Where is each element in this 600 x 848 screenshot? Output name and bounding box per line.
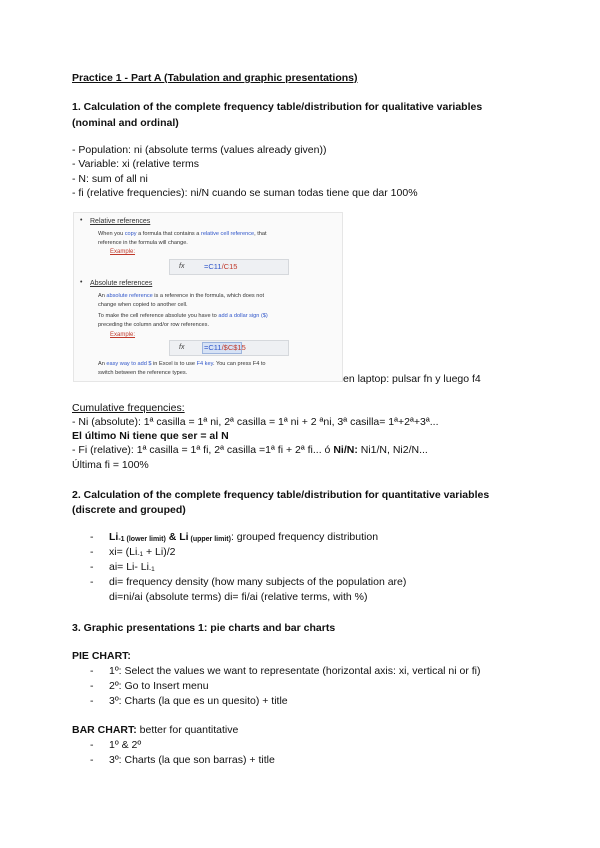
absolute-desc-line2: change when copied to another cell. [98,302,188,308]
dollar-desc-line1: To make the cell reference absolute you have to add a dollar sign ($) [98,313,268,319]
f4-tip-line2: switch between the reference types. [98,370,188,376]
absolute-references-title: Absolute references [90,280,153,287]
dollar-desc-line2: preceding the column and/or row references. [98,322,210,328]
formula-bar-absolute [169,340,289,356]
laptop-note: en laptop: pulsar fn y luego f4 [343,373,481,385]
cumulative-heading: Cumulative frequencies: [72,402,185,414]
bar-chart-line: BAR CHART: better for quantitative [72,724,239,736]
section1-line: - fi (relative frequencies): ni/N cuando se suman todas tiene que dar 100% [72,187,418,199]
cumulative-fi-line: - Fi (relative): 1ª casilla = 1ª fi, 2ª casilla =1ª fi + 2ª fi... ó Ni/N: Ni1/N, Ni2/N... [72,444,428,456]
f4-tip-line1: An easy way to add $ in Excel is to use F4 key. You can press F4 to [98,361,266,367]
relative-references-title: Relative references [90,218,151,225]
cumulative-ni-line: - Ni (absolute): 1ª casilla = 1ª ni, 2ª casilla = 1ª ni + 2 ªni, 3ª casilla= 1ª+2ª+3ª... [72,416,439,428]
page-title: Practice 1 - Part A (Tabulation and graphic presentations) [72,72,358,84]
absolute-desc-line1: An absolute reference is a reference in the formula, which does not [98,293,265,299]
fx-icon: fx [179,263,185,270]
example-label: Example: [110,249,136,255]
section1-line: - Variable: xi (relative terms [72,158,200,170]
section3-heading: 3. Graphic presentations 1: pie charts and bar charts [72,622,336,634]
section1-line: - N: sum of all ni [72,173,148,185]
bullet-dot: • [80,279,83,286]
pie-chart-label: PIE CHART: [72,650,131,662]
excel-references-image [73,212,343,382]
example-label: Example: [110,332,136,338]
formula-bar-relative [169,259,289,275]
section1-heading-line1: 1. Calculation of the complete frequency table/distribution for qualitative variables [72,101,483,113]
formula-absolute: =C11/$C$15 [204,343,246,352]
fx-icon: fx [179,344,185,351]
section2-heading-line1: 2. Calculation of the complete frequency table/distribution for quantitative variables [72,489,490,501]
section2-heading-line2: (discrete and grouped) [72,504,186,516]
bullet-dot: • [80,217,83,224]
section1-heading-line2: (nominal and ordinal) [72,117,179,129]
relative-desc-line1: When you copy a formula that contains a relative cell reference, that [98,231,267,237]
relative-desc-line2: reference in the formula will change. [98,240,188,246]
document-page: Practice 1 - Part A (Tabulation and graphic presentations) 1. Calculation of the complete frequency table/distribution for qualitative variables (nominal and ordinal) - Population: ni (absolute terms (values already given)) - Variable: xi (relative terms - N: sum of all ni - fi (relative frequencies): ni/N cuando se suman todas tiene que dar 100% • Relative references When you copy a formula that contains a relative cell reference, that reference in the formula will change. Example: fx =C11/C15 • Absolute references An absolute reference is a reference in the formula, which does not change when copied to another cell. To make the cell reference absolute you have to add a dollar sign ($) preceding the column and/or row references. Example: fx =C11/$C$15 An easy way to add $ in Excel is to use F4 key. You can press F4 to switch between the reference types. en laptop: pulsar fn y luego f4 Cumulative frequencies: - Ni (absolute): 1ª casilla = 1ª ni, 2ª casilla = 1ª ni + 2 ªni, 3ª casilla= 1ª+2ª+3ª... El último Ni tiene que ser = al N - Fi (relative): 1ª casilla = 1ª fi, 2ª casilla =1ª fi + 2ª fi... ó Ni/N: Ni1/N, Ni2/N... Última fi = 100% 2. Calculation of the complete frequency table/distribution for quantitative variables (discrete and grouped) - $Li_{-1 (lower limit)}$ & Li $_{(upper limit)}$: grouped frequency distribution - $xi= (Li_{-1} + Li)/2$ - ai= Li- $Li_{-1}$ - di= frequency density (how many subjects of the population are) di=ni/ai (absolute terms) di= fi/ai (relative terms, with %) 3. Graphic presentations 1: pie charts and bar charts PIE CHART: - 1º: Select the values we want to representate (horizontal axis: xi, vertical ni or fi) - 2º: Go to Insert menu - 3º: Charts (la que es un quesito) + title BAR CHART: better for quantitative - 1º & 2º - 3º: Charts (la que son barras) + title [72,72,490,766]
cumulative-last-fi: Última fi = 100% [72,459,149,471]
section1-line: - Population: ni (absolute terms (values already given)) [72,144,327,156]
density-formula-line: di=ni/ai (absolute terms) di= fi/ai (relative terms, with %) [109,591,368,603]
cumulative-last-ni: El último Ni tiene que ser = al N [72,430,229,442]
formula-relative: =C11/C15 [204,262,238,271]
